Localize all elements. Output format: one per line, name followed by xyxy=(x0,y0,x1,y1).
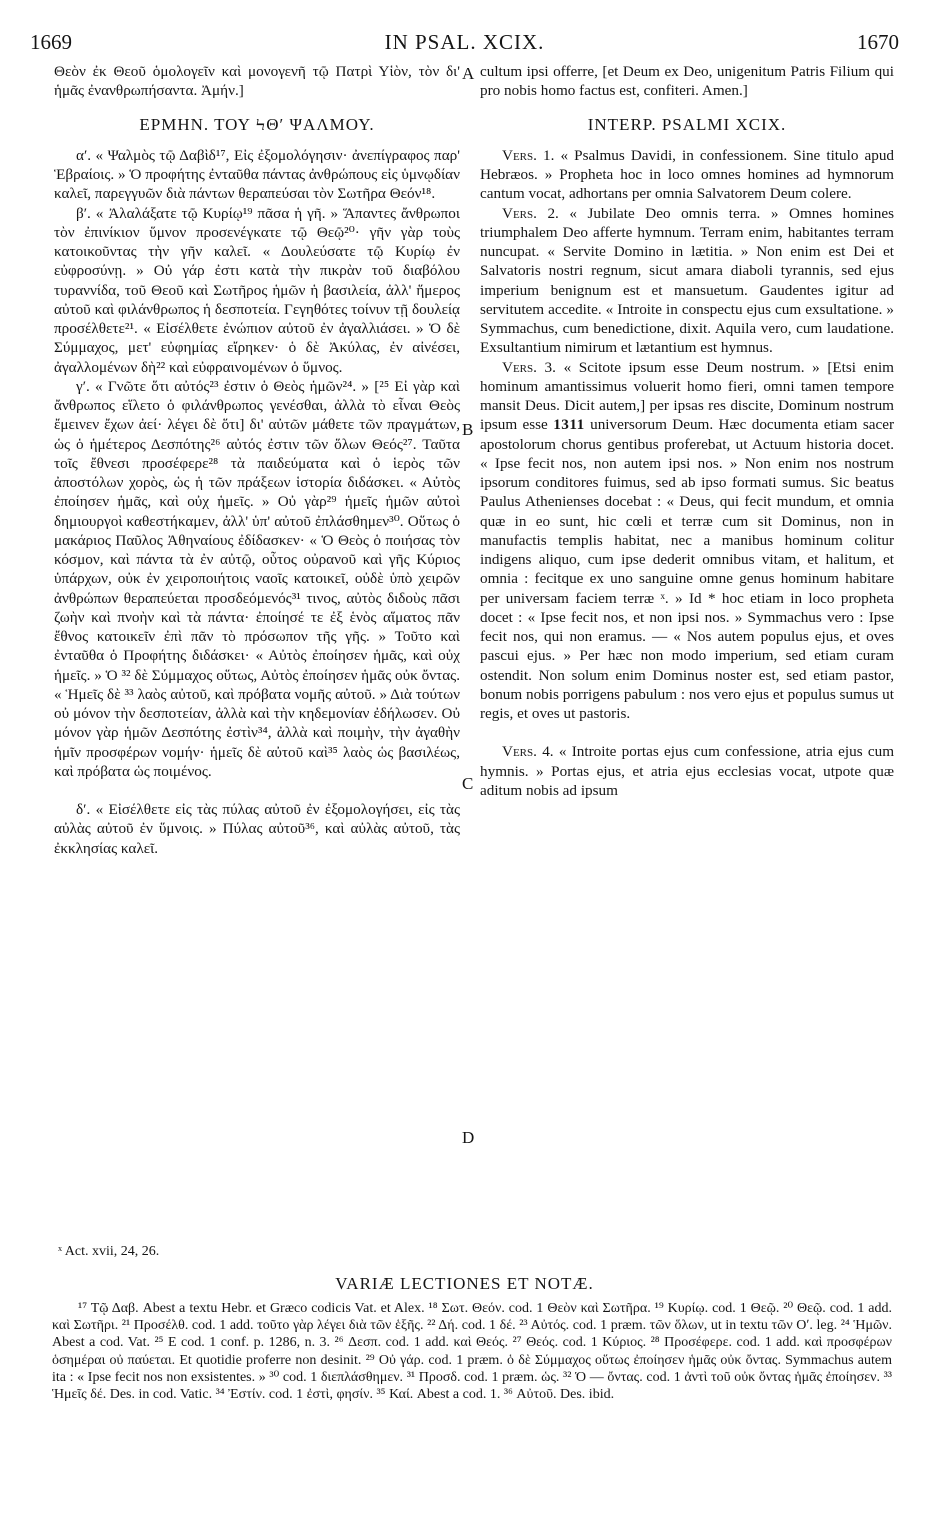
page-number-left: 1669 xyxy=(30,30,72,54)
running-title: IN PSAL. XCIX. xyxy=(384,30,545,54)
notes-text: ¹⁷ Τῷ Δαβ. Abest a textu Hebr. et Græco codicis Vat. et Alex. ¹⁸ Σωτ. Θεόν. cod. 1 Θεὸν καὶ Σωτῆρα. ¹⁹ Κυρίῳ. cod. 1 Θεῷ. ²⁰ Θεῷ. cod. 1 add. καὶ Σωτῆρι. ²¹ Προσέλθ. cod. 1 add. τοῦτο γὰρ λέγει διὰ τῶν ἑξῆς. ²² Δή. cod. 1 δέ. ²³ Αὐτός. cod. 1 præm. τῶν ὅλων, ut in textu τῶν Οʹ. leg. ²⁴ Ἡμῶν. Abest a cod. Vat. ²⁵ E cod. 1 conf. p. 1286, n. 3. ²⁶ Δεσπ. cod. 1 add. καὶ Θεός. ²⁷ Θεός. cod. 1 Κύριος. ²⁸ Προσέφερε. cod. 1 add. καὶ προσφέρων ὁσημέραι οὐ παύεται. Et quotidie proferre non desinit. ²⁹ Οὐ γάρ. cod. 1 præm. ὁ δὲ Σύμμαχος οὕτως ἐποίησεν ἡμᾶς οὐκ ὄντας. Symmachus autem ita : « Ipse fecit nos non exsistentes. » ³⁰ cod. 1 διεπλάσθημεν. ³¹ Προσδ. cod. 1 præm. ὡς. ³² Ὁ — ὄντας. cod. 1 ἀντὶ τοῦ οὐκ ὄντας ἡμᾶς ἐποίησεν. ³³ Ἡμεῖς δέ. Des. in cod. Vatic. ³⁴ Ἐστίν. cod. 1 ἐστὶ, φησίν. ³⁵ Καί. Abest a cod. 1. ³⁶ Αὐτοῦ. Des. ibid. xyxy=(52,1301,892,1403)
margin-letter-a: A xyxy=(462,64,475,83)
footnote-reference: ˣ Act. xvii, 24, 26. xyxy=(58,1244,160,1259)
notes-block xyxy=(52,1300,892,1403)
greek-verse-2: βʹ. « Ἀλαλάξατε τῷ Κυρίῳ¹⁹ πᾶσα ἡ γῆ. » Ἅπαντες ἄνθρωποι τὸν ἐπινίκιον ὕμνον προσενέγκατε τῷ Θεῷ²⁰· γῆν γὰρ τοὺς κατοικοῦντας τὴν γῆν καλεῖ. « Δουλεύσατε τῷ Κυρίῳ ἐν εὐφροσύνῃ. » Οὐ γάρ ἐστι κατὰ τὴν πικρὰν τοῦ διαβόλου τυραννίδα, τοῦ Θεοῦ καὶ Σωτῆρος ἡμῶν ἡ βασιλεία, ἀλλ' ἥμερος αὐτοῦ καὶ φιλάνθρωπος ἡ δεσποτεία. Γεγηθότες τοίνυν τῇ δουλείᾳ προσέλθετε²¹. « Εἰσέλθετε ἐνώπιον αὐτοῦ ἐν ἀγαλλιάσει. » Ὁ δὲ Σύμμαχος, μετ' εὐφημίας εἴρηκεν· ὁ δὲ Ἀκύλας, ἐν αἰνέσει, ἀγαλλομένων δὴ²² καὶ εὐφραινομένων ὁ ὕμνος. xyxy=(54,204,460,376)
page-header xyxy=(30,30,899,60)
margin-letter-b: B xyxy=(462,420,474,439)
greek-verse-1: αʹ. « Ψαλμὸς τῷ Δαβὶδ¹⁷, Εἰς ἐξομολόγησιν· ἀνεπίγραφος παρ' Ἑβραίοις. » Ὁ προφήτης ἐνταῦθα πάντας ἀνθρώπους εἰς ὑμνῳδίαν καλεῖ, παρεγγυῶν διὰ πάντων θεραπεύσαι τὸν Σωτῆρα Θεόν¹⁸. xyxy=(54,146,460,203)
greek-verse-4: δʹ. « Εἰσέλθετε εἰς τὰς πύλας αὐτοῦ ἐν ἐξομολογήσει, εἰς τὰς αὐλὰς αὐτοῦ ἐν ὕμνοις. » Πύλας αὐτοῦ³⁶, καὶ αὐλὰς αὐτοῦ, τὰς ἐκκλησίας καλεῖ. xyxy=(54,801,460,857)
verse-label: Vers. 3. xyxy=(502,358,556,376)
margin-letter-c: C xyxy=(462,774,474,793)
latin-verse-2-text: « Jubilate Deo omnis terra. » Omnes homines triumphalem Deo afferte hymnum. Terram enim, habitantes terram nuncupat. « Servite Domino in lætitia. » Non enim est Dei et Salvatoris nostri regnum, sicut amara diaboli tyrannis, sed ejus imperium benignum est et mansuetum. Gaudentes igitur ad servitutem accedite. « Introite in conspectu ejus cum exsultatione. » Symmachus, cum benedictione, dixit. Aquila vero, cum laudatione. Exsultantium nimirum et lætantium est hymnus. xyxy=(480,204,895,357)
verse-label: Vers. 4. xyxy=(502,743,554,761)
latin-verse-4-text: « Introite portas ejus cum confessione, atria ejus cum hymnis. » Portas ejus, et atria ejus ecclesias vocat, utpote quæ aditum nobis ad ipsum xyxy=(480,743,895,799)
latin-heading: INTERP. PSALMI XCIX. xyxy=(587,114,787,134)
latin-verse-3 xyxy=(480,358,894,724)
verse-label: Vers. 2. xyxy=(502,204,559,222)
page-number-right: 1670 xyxy=(857,30,899,54)
margin-letter-d: D xyxy=(462,1128,475,1147)
latin-verse-2 xyxy=(480,204,894,358)
latin-column xyxy=(480,62,894,800)
column-number: 1311 xyxy=(553,416,585,434)
notes-title: VARIÆ LECTIONES ET NOTÆ. xyxy=(335,1274,594,1293)
verse-label: Vers. 1. xyxy=(502,146,555,164)
greek-verse-3: γʹ. « Γνῶτε ὅτι αὐτός²³ ἐστιν ὁ Θεὸς ἡμῶν²⁴. » [²⁵ Εἰ γὰρ καὶ ἄνθρωπος εἵλετο ὁ φιλάνθρωπος γενέσθαι, ἀλλὰ τὸ εἶναι Θεὸς ἔμεινεν ἔχων ἀεί· λέγει δὲ ὅτι] δι' αὐτῶν μάθετε τῶν πραγμάτων, ὡς ὁ ἡμέτερος Δεσπότης²⁶ αὐτός ἐστιν τῶν ὅλων Θεός²⁷. Ταῦτα τοῖς ἔθνεσι προσέφερε²⁸ τὰ παιδεύματα καὶ ὁ ἱερὸς τῶν ἀποστόλων χορὸς, ὡς ἡ τῶν πράξεων ἱστορία διδάσκει. « Αὐτὸς ἐποίησεν ἡμᾶς, καὶ οὐχ ἡμεῖς. » Οὐ γὰρ²⁹ ἡμεῖς ἡμῶν αὐτοὶ δημιουργοὶ καθεστήκαμεν, ἀλλ' ὑπ' αὐτοῦ ἐπλάσθημεν³⁰. Οὕτως ὁ μακάριος Παῦλος Ἀθηναίους ἐδίδασκεν· « Ὁ Θεὸς ὁ ποιήσας τὸν κόσμον, καὶ πάντα τὰ ἐν αὐτῷ, οὗτος οὐρανοῦ καὶ γῆς Κύριος ὑπάρχων, οὐκ ἐν χειροποιήτοις ναοῖς κατοικεῖ, οὐδὲ ὑπὸ χειρῶν ἀνθρώπων θεραπεύεται προσδεόμενός³¹ τινος, αὐτὸς διδοὺς πᾶσι ζωὴν καὶ πνοὴν καὶ τὰ πάντα· ἐποίησέ τε ἐξ ἑνὸς αἵματος πᾶν ἔθνος κατοικεῖν ἐπὶ πᾶν τὸ πρόσωπον τῆς γῆς. » Τοῦτο καὶ ἐνταῦθα ὁ Προφήτης διδάσκει· « Αὐτὸς ἐποίησεν ἡμᾶς, καὶ οὐχ ἡμεῖς. » Ὁ ³² δὲ Σύμμαχος οὕτως, Αὐτὸς ἐποίησεν ἡμᾶς οὐκ ὄντας. « Ἡμεῖς δὲ ³³ λαὸς αὐτοῦ, καὶ πρόβατα νομῆς αὐτοῦ. » Διὰ τούτων οὐ μόνον τὴν δεσποτείαν, ἀλλὰ καὶ τὴν κηδεμονίαν ἐδήλωσεν. Οὐ μόνον γὰρ ἡμῶν Δεσπότης ἐστὶν³⁴, ἀλλὰ καὶ ποιμὴν, τὴν ἀγαθὴν ἡμῖν προσφέρων νομήν· ἡμεῖς δὲ αὐτοῦ καὶ³⁵ λαὸς ὡς βασιλέως, καὶ πρόβατα ὡς ποιμένος. xyxy=(54,377,460,780)
latin-verse-4 xyxy=(480,742,894,800)
latin-verse-3-text-b: universorum Deum. Hæc documenta etiam sacer apostolorum chorus gentibus proferebat, ut Actuum historia docet. « Ipse fecit nos, non autem ipsi nos. » Non enim nos nostrum ipsorum conditores fuimus, sed ab ipso formati sumus. Sic beatus Paulus Athenienses docebat : « Deus, qui fecit mundum, et omnia quæ in eo sunt, hic cœli et terræ cum sit Dominus, non in manufactis templis habitat, nec a manibus hominum colitur indigens aliquo, cum ipse dederit omnibus vitam, et halitum, et omnia : fecitque ex uno sanguine omne genus hominum habitare per universam faciem terræ ˣ. » Id * hoc etiam in loco propheta docet : « Ipse fecit nos, et non ipsi nos. » Symmachus vero : Ipse fecit nos, qui non eramus. — « Nos autem populus ejus, et oves pascui ejus. » Per hæc non modo imperium, sed etiam curam ostendit. Non solum enim Dominus noster est, sed etiam pastor, bonum nobis porrigens pabulum : nos vero ejus et populus sumus ut regis, et oves ut pastoris. xyxy=(480,416,895,722)
greek-heading: ΕΡΜΗΝ. ΤΟΥ ϞΘʹ ΨΑΛΜΟΥ. xyxy=(139,114,375,134)
latin-verse-3-text-a: « Scitote ipsum esse Deum nostrum. » [Etsi enim hominum amantissimus voluerit homo fieri, omni tamen tempore mansit Deus. Dicit autem,] per ipsas res discite, Dominum nostrum ipsum esse xyxy=(480,358,894,434)
latin-verse-1 xyxy=(480,146,894,204)
latin-verse-1-text: « Psalmus Davidi, in confessionem. Sine titulo apud Hebræos. » Propheta hoc in loco omnes homines ad hymnorum cantum vocat, adhortans per omnia Salvatorem Deum colere. xyxy=(480,146,895,203)
greek-column xyxy=(54,62,460,858)
latin-intro: cultum ipsi offerre, [et Deum ex Deo, unigenitum Patris Filium qui pro nobis homo factus est, confiteri. Amen.] xyxy=(480,63,894,100)
greek-intro: Θεὸν ἐκ Θεοῦ ὁμολογεῖν καὶ μονογενῆ τῷ Πατρὶ Υἱὸν, τὸν δι' ἡμᾶς ἐνανθρωπήσαντα. Ἀμήν.] xyxy=(54,63,460,100)
